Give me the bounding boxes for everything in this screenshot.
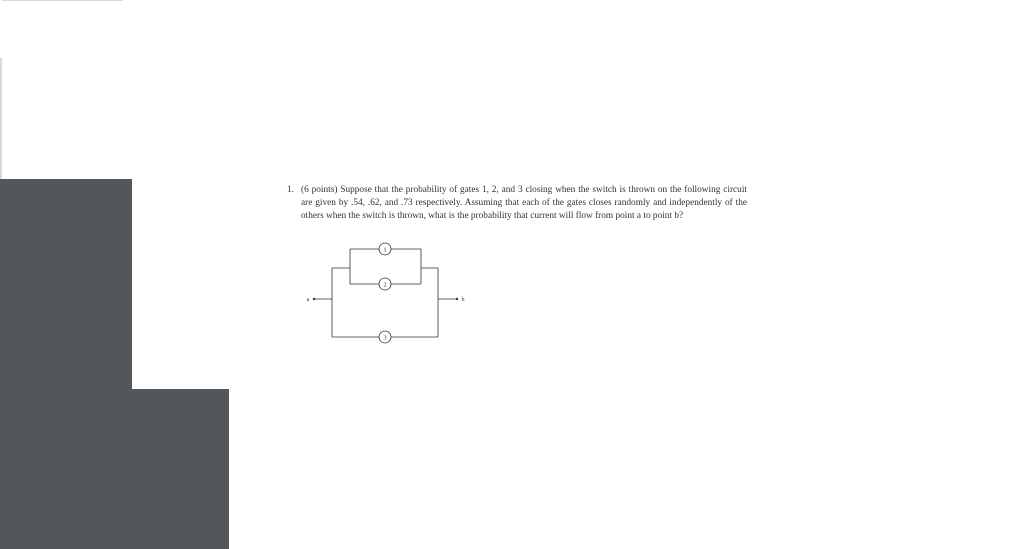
- point-a-label: a: [306, 297, 310, 303]
- dark-side-panel-lower: [0, 389, 229, 549]
- top-edge-line: [2, 0, 123, 1]
- question-block: [287, 184, 747, 223]
- circuit-diagram: [300, 236, 470, 346]
- question-text: (6 points) Suppose that the probability of gates 1, 2, and 3 closing when the switch is thrown on the following circuit are given by .54, .62, and .73 respectively. Assuming that each of the gates closes randomly and independently of the others when the switch is thrown, what is the probability that current will flow from point a to point b?: [301, 185, 747, 221]
- point-a-dot: [313, 298, 315, 300]
- question-number: 1.: [287, 185, 294, 195]
- dark-side-panel-upper: [0, 179, 132, 390]
- point-b-label: b: [461, 297, 465, 303]
- gate-1-label: 1: [383, 246, 387, 254]
- gate-2-label: 2: [383, 281, 387, 289]
- gate-3-label: 3: [383, 334, 387, 342]
- point-b-dot: [456, 298, 458, 300]
- left-edge-line: [0, 58, 2, 179]
